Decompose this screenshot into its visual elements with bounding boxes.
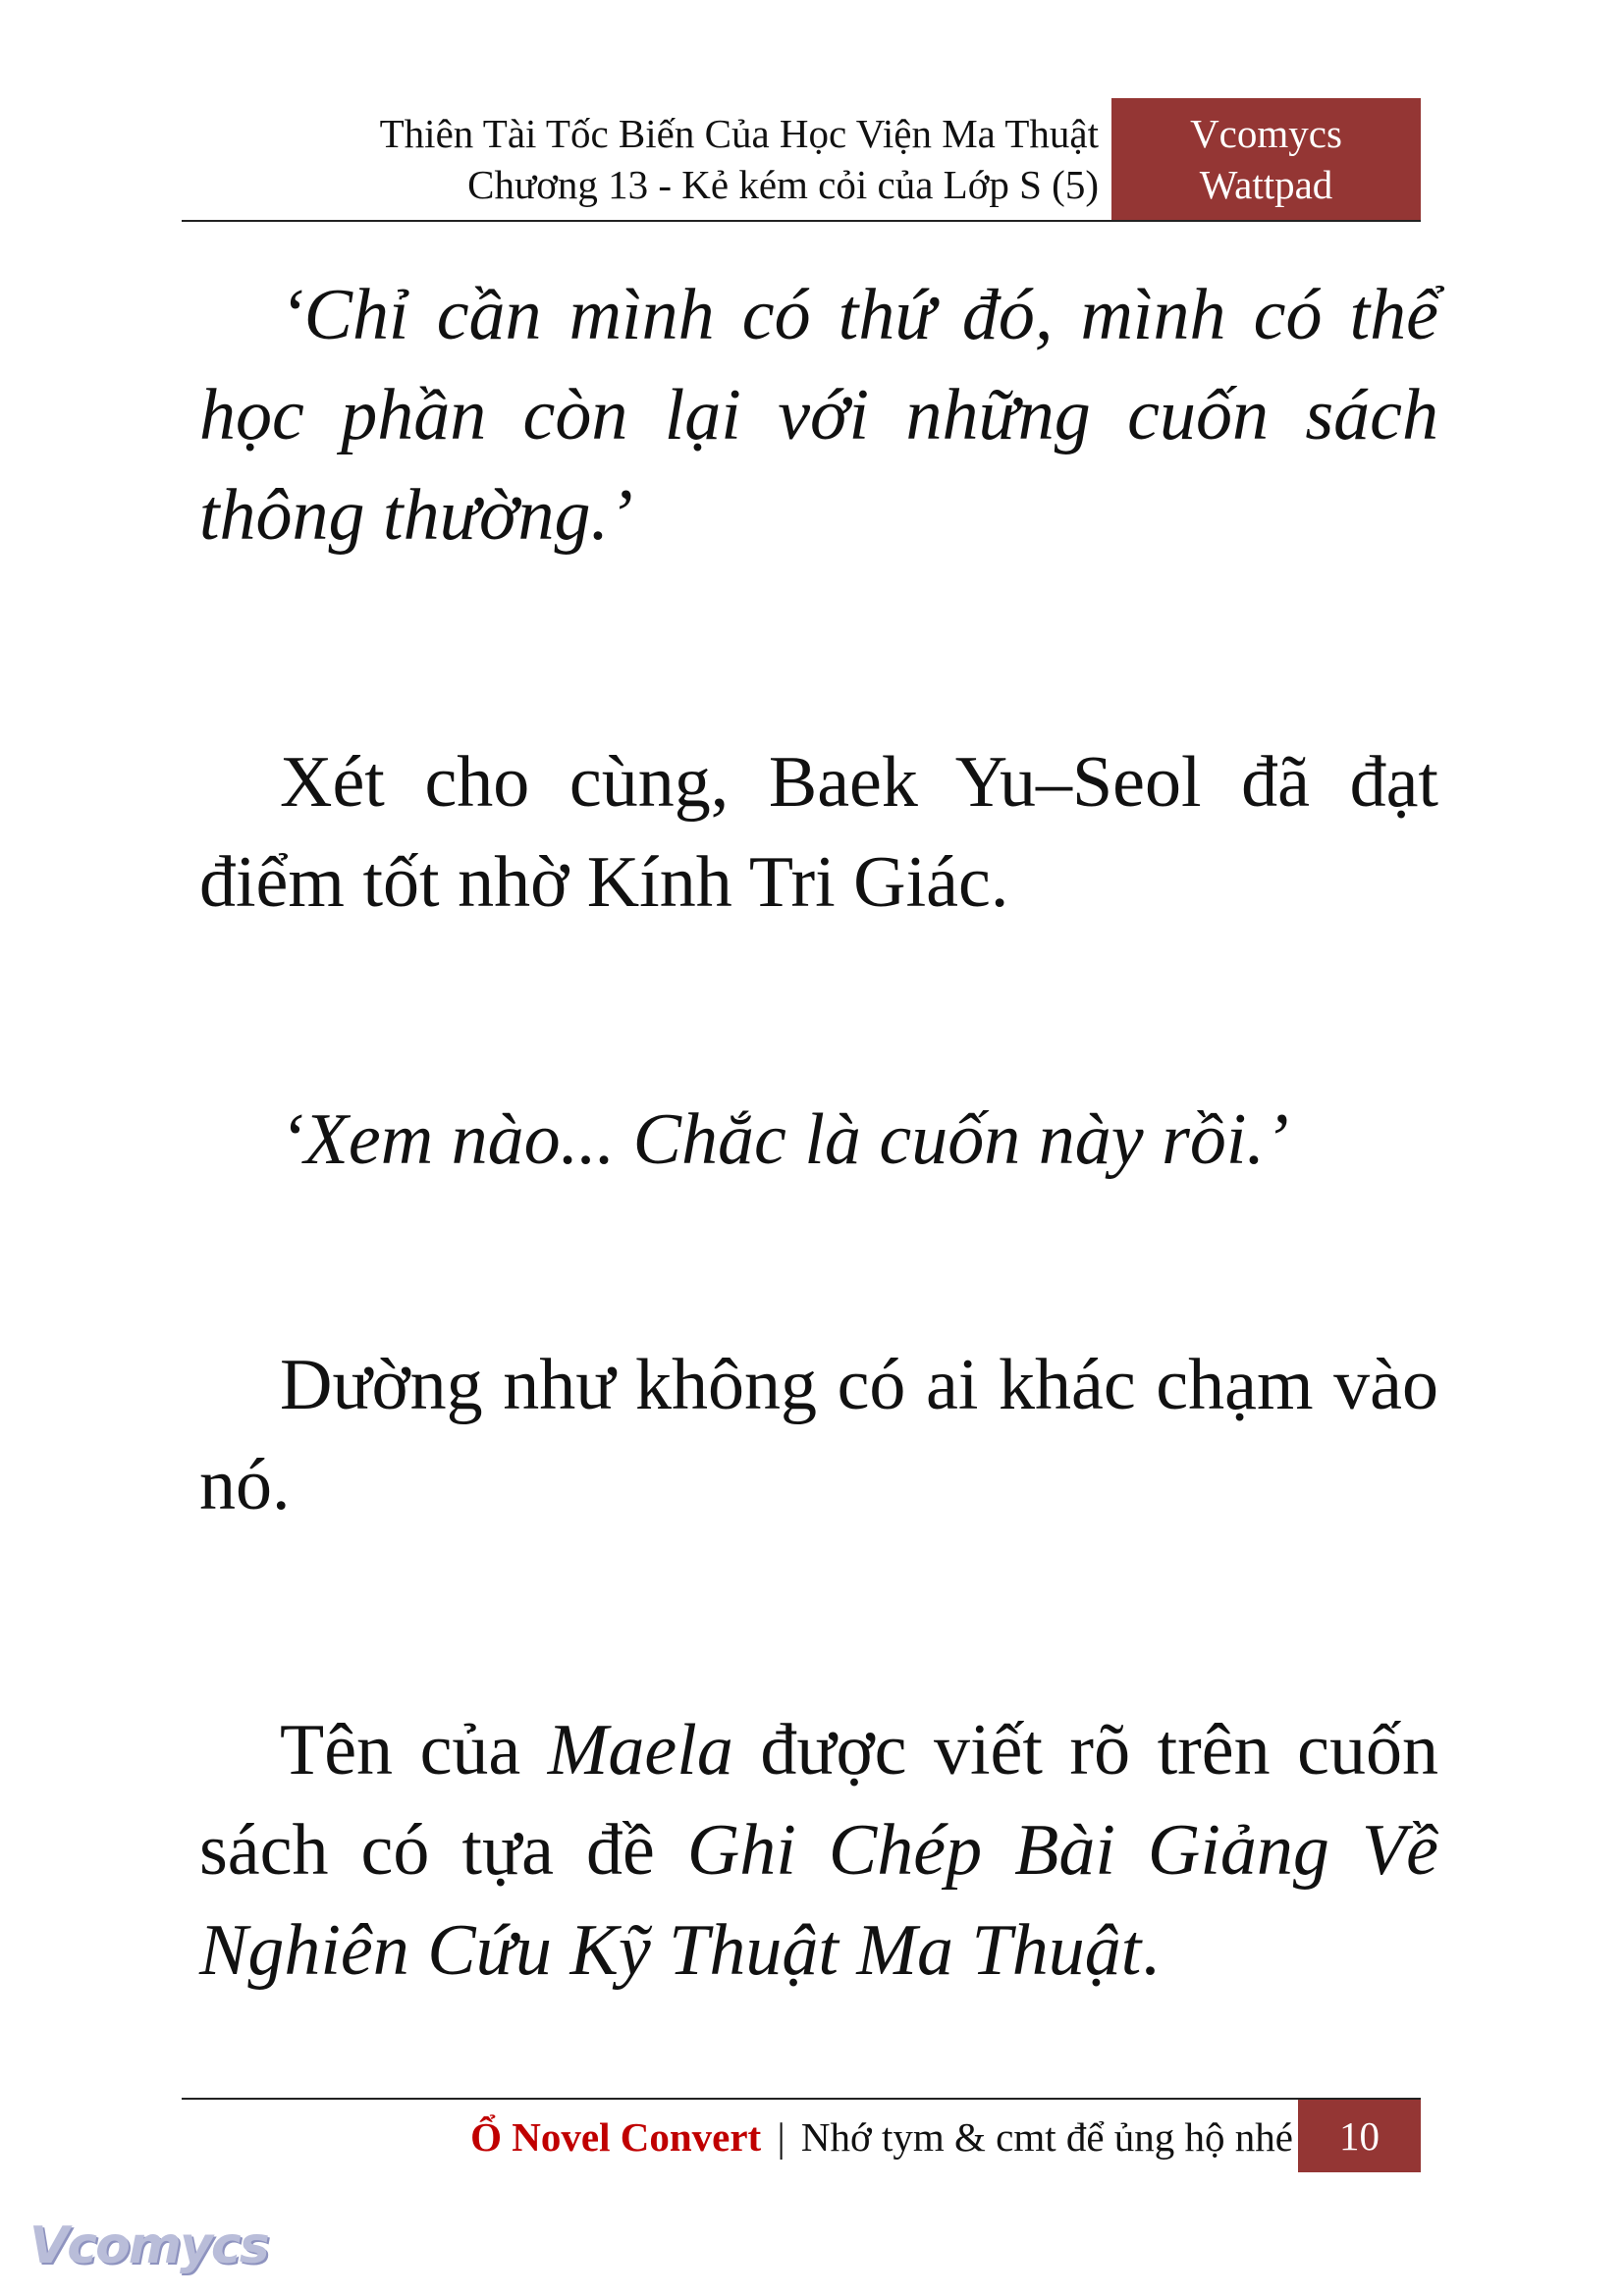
page-header	[182, 98, 1421, 222]
paragraph-5-text-c: được viết rõ trên cuốn sách có tựa đề	[199, 1710, 1438, 1891]
paragraph-5	[199, 1700, 1438, 2001]
paragraph-3: ‘Xem nào... Chắc là cuốn này rồi.’	[280, 1099, 1289, 1180]
source-badge	[1111, 98, 1421, 220]
footer-separator: |	[777, 2114, 785, 2160]
page-body	[199, 265, 1438, 2165]
footer-text	[470, 2111, 1293, 2163]
paragraph-5-text-e: .	[1141, 1910, 1160, 1991]
chapter-title: Chương 13 - Kẻ kém cỏi của Lớp S (5)	[467, 162, 1099, 207]
book-title-in-text: Ghi Chép Bài Giảng Về Nghiên Cứu Kỹ Thuật Ma Thuật	[199, 1810, 1438, 1991]
name-maela: Maela	[547, 1710, 733, 1790]
paragraph-5-text-a: Tên của	[280, 1710, 548, 1790]
header-titles	[380, 108, 1099, 210]
footer-slogan: Nhớ tym & cmt để ủng hộ nhé	[800, 2114, 1293, 2160]
paragraph-1: ‘Chỉ cần mình có thứ đó, mình có thể học phần còn lại với những cuốn sách thông thường.’	[199, 275, 1438, 556]
paragraph-2: Xét cho cùng, Baek Yu–Seol đã đạt điểm tốt nhờ Kính Tri Giác.	[199, 742, 1438, 923]
watermark-logo: Vcomycs	[29, 2216, 268, 2275]
page-number: 10	[1298, 2100, 1421, 2172]
footer-brand: Ổ Novel Convert	[470, 2114, 762, 2160]
paragraph-4: Dường như không có ai khác chạm vào nó.	[199, 1345, 1438, 1525]
book-title: Thiên Tài Tốc Biến Của Học Viện Ma Thuật	[379, 111, 1099, 156]
page-footer	[182, 2098, 1421, 2172]
badge-line-2: Wattpad	[1199, 162, 1333, 207]
badge-line-1: Vcomycs	[1190, 111, 1342, 156]
